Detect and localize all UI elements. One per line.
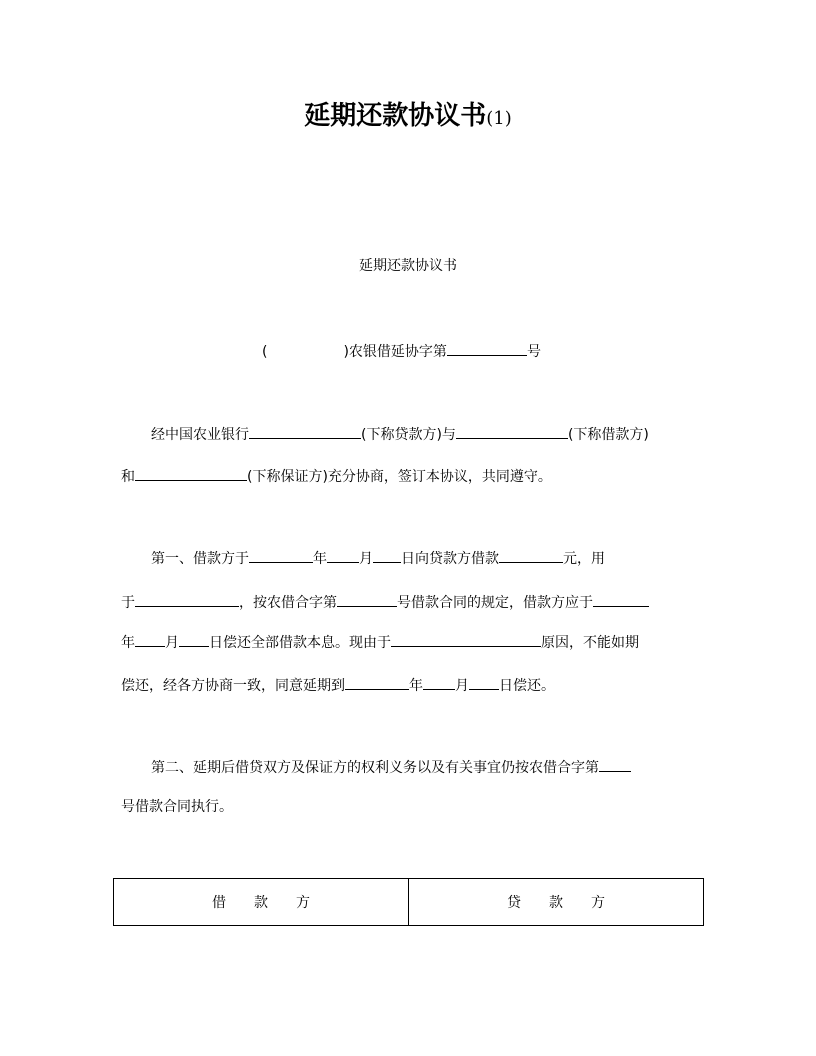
extended-day-blank[interactable] [469, 673, 499, 690]
article1-text-f: 于 [121, 595, 135, 611]
article1-text-h: 号借款合同的规定，借款方应于 [397, 595, 593, 611]
delay-reason-blank[interactable] [391, 630, 541, 647]
due-month-blank[interactable] [135, 630, 165, 647]
article2-line-1 [151, 755, 631, 778]
due-year-blank[interactable] [593, 590, 649, 607]
signature-table [113, 878, 704, 926]
agreement-number-blank[interactable] [447, 339, 527, 356]
article1-text-a: 第一、借款方于 [151, 551, 249, 567]
article1-text-e: 元，用 [563, 551, 605, 567]
document-title [0, 96, 816, 139]
intro-line-2 [121, 464, 552, 487]
due-day-blank[interactable] [179, 630, 209, 647]
article2-text-b: 号借款合同执行。 [121, 799, 233, 815]
guarantor-name-blank[interactable] [135, 464, 247, 481]
article1-text-n: 年 [409, 678, 423, 694]
article1-line-3 [121, 630, 639, 653]
loan-year-blank[interactable] [249, 546, 313, 563]
loan-amount-blank[interactable] [499, 546, 563, 563]
article1-text-m: 偿还，经各方协商一致，同意延期到 [121, 678, 345, 694]
borrower-signature-cell[interactable]: 借款方 [114, 879, 409, 926]
document-title-suffix: (1) [486, 108, 512, 129]
article1-text-l: 原因，不能如期 [541, 635, 639, 651]
loan-month-blank[interactable] [327, 546, 359, 563]
intro-text-d: 和 [121, 469, 135, 485]
document-subtitle: 延期还款协议书 [359, 258, 457, 274]
article1-text-i: 年 [121, 635, 135, 651]
article1-text-g: ，按农借合字第 [239, 595, 337, 611]
article1-line-1 [151, 546, 605, 569]
document-title-text: 延期还款协议书 [304, 101, 487, 131]
article1-text-p: 日偿还。 [499, 678, 555, 694]
number-open-paren: ( [262, 344, 268, 360]
intro-text-c: (下称借款方) [567, 427, 649, 443]
intro-text-a: 经中国农业银行 [151, 427, 249, 443]
extended-month-blank[interactable] [423, 673, 455, 690]
intro-text-e: (下称保证方)充分协商，签订本协议，共同遵守。 [247, 469, 552, 485]
article2-line-2 [121, 797, 233, 817]
borrower-name-blank[interactable] [456, 422, 568, 439]
article1-text-j: 月 [165, 635, 179, 651]
article1-text-c: 月 [359, 551, 373, 567]
article2-contract-number-blank[interactable] [599, 755, 631, 772]
loan-day-blank[interactable] [373, 546, 401, 563]
article1-text-o: 月 [455, 678, 469, 694]
article2-text-a: 第二、延期后借贷双方及保证方的权利义务以及有关事宜仍按农借合字第 [151, 760, 599, 776]
number-line-text: )农银借延协字第 [343, 344, 447, 360]
article1-text-b: 年 [313, 551, 327, 567]
loan-purpose-blank[interactable] [135, 590, 239, 607]
article1-text-k: 日偿还全部借款本息。现由于 [209, 635, 391, 651]
article1-line-4 [121, 673, 555, 696]
number-line-end: 号 [526, 344, 541, 360]
lender-signature-cell[interactable]: 贷款方 [409, 879, 704, 926]
article1-line-2 [121, 590, 649, 613]
intro-line-1 [151, 422, 649, 445]
contract-number-blank[interactable] [337, 590, 397, 607]
bank-branch-blank[interactable] [249, 422, 361, 439]
extended-year-blank[interactable] [345, 673, 409, 690]
article1-text-d: 日向贷款方借款 [401, 551, 499, 567]
intro-text-b: (下称贷款方)与 [361, 427, 456, 443]
agreement-number-line [262, 339, 541, 362]
